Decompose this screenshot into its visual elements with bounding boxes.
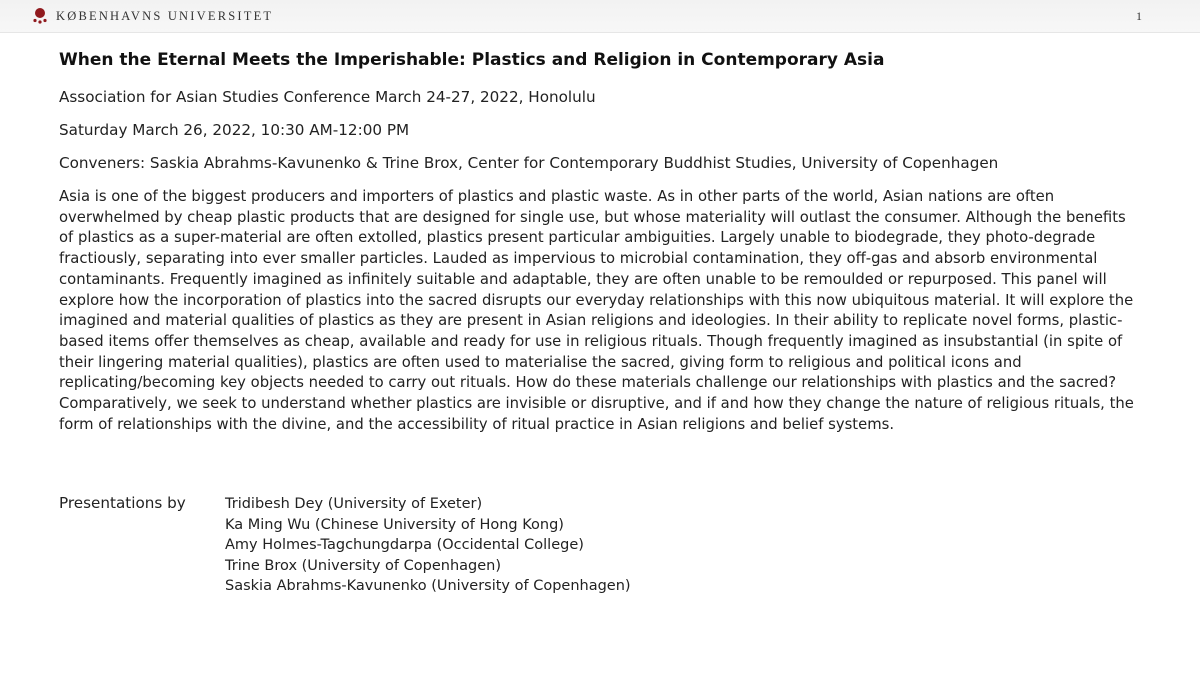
presenter-item: Tridibesh Dey (University of Exeter) xyxy=(225,496,483,512)
session-date-time: Saturday March 26, 2022, 10:30 AM-12:00 PM xyxy=(59,121,410,139)
presenter-item: Amy Holmes-Tagchungdarpa (Occidental College) xyxy=(225,537,584,554)
slide-header xyxy=(0,0,1200,33)
university-name: KØBENHAVNS UNIVERSITET xyxy=(56,9,274,23)
panel-abstract: Asia is one of the biggest producers and importers of plastics and plastic waste. As in other parts of the world, Asian nations are often overwhelmed by cheap plastic products that are designed for single use, but whose materiality will outlast the consumer. Although the benefits of plastics as a super-material are often extolled, plastics present particular ambiguities. Largely unable to biodegrade, they photo-degrade fractiously, separating into ever smaller particles. Lauded as impervious to microbial contamination, they off-gas and absorb environmental contaminants. Frequently imagined as infinitely suitable and adaptable, they are often unable to be remoulded or repurposed. This panel will explore how the incorporation of plastics into the sacred disrupts our everyday relationships with this now ubiquitous material. It will explore the imagined and material qualities of plastics as they are present in Asian religions and ideologies. In their ability to replicate novel forms, plastic-based items offer themselves as cheap, available and ready for use in religious rituals. Though frequently imagined as insubstantial (in spite of their lingering material qualities), plastics are often used to materialise the sacred, giving form to religious and political icons and replicating/becoming key objects needed to carry out rituals. How do these materials challenge our relationships with plastics and the sacred? Comparatively, we seek to understand whether plastics are invisible or disruptive, and if and how they change the nature of religious rituals, the form of relationships with the divine, and the accessibility of ritual practice in Asian religions and belief systems. xyxy=(59,188,1134,433)
presenter-item: Trine Brox (University of Copenhagen) xyxy=(225,557,501,574)
presenter-item: Saskia Abrahms-Kavunenko (University of Copenhagen) xyxy=(225,578,631,595)
presentations-label: Presentations by xyxy=(59,494,186,512)
conference-line: Association for Asian Studies Conference March 24-27, 2022, Honolulu xyxy=(59,88,596,106)
page-number: 1 xyxy=(1136,9,1142,23)
panel-title: When the Eternal Meets the Imperishable: Plastics and Religion in Contemporary Asia xyxy=(59,50,885,70)
conveners-line: Conveners: Saskia Abrahms-Kavunenko & Trine Brox, Center for Contemporary Buddhist Studies, University of Copenhagen xyxy=(59,154,999,172)
university-seal-icon xyxy=(32,7,48,25)
presenter-list xyxy=(225,494,631,597)
presenter-item: Ka Ming Wu (Chinese University of Hong Kong) xyxy=(225,516,564,533)
